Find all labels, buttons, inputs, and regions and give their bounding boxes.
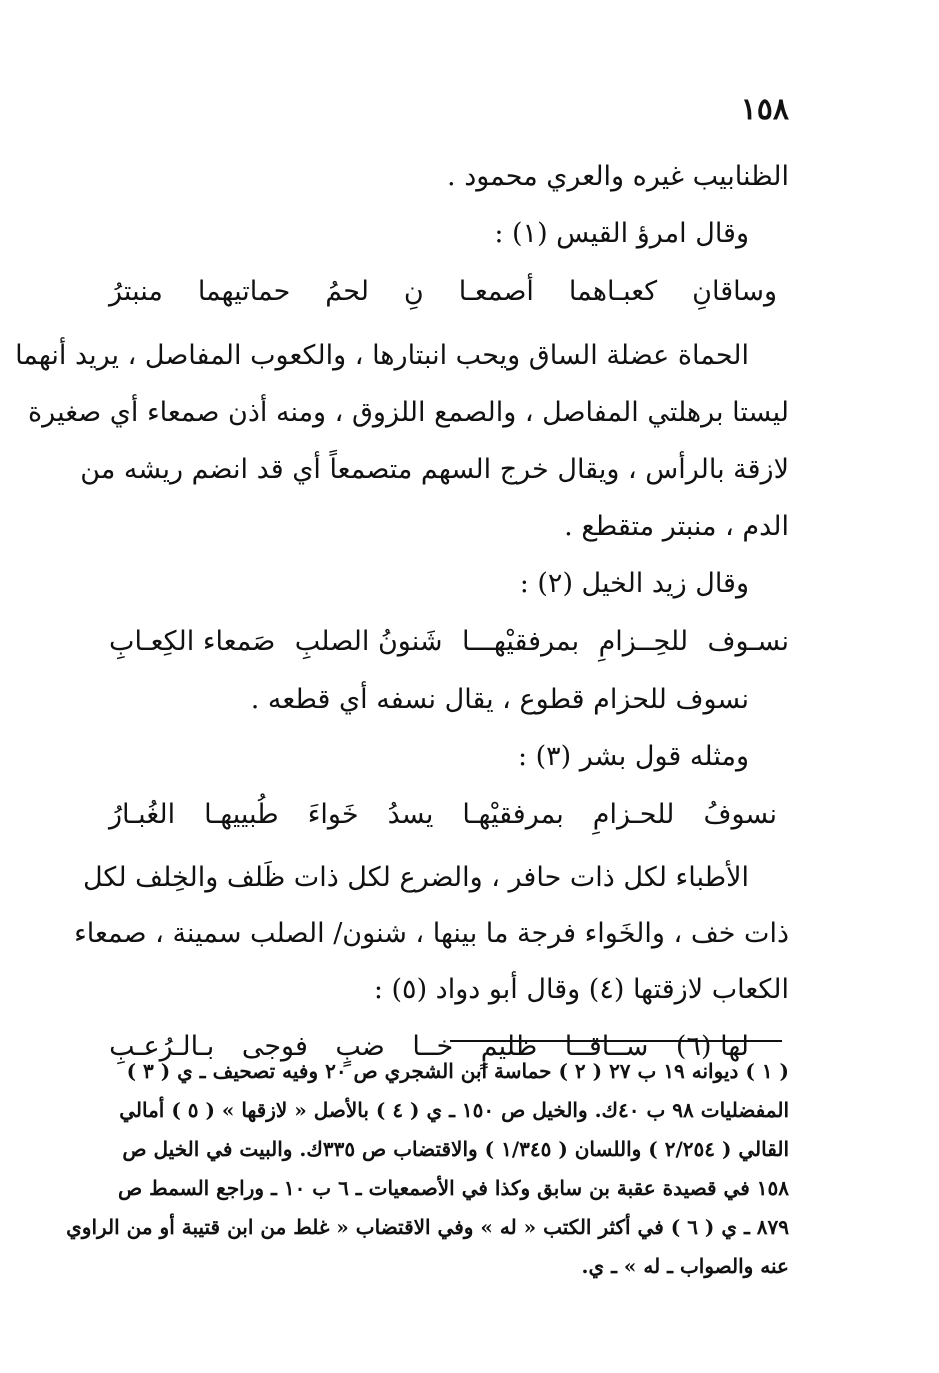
verse-word: لها (٦) [675, 1031, 749, 1062]
text-line: لازقة بالرأس ، ويقال خرج السهم متصمعاً أي قد انضم ريشه من [80, 454, 789, 485]
verse-word: بمرفقيْهـــا [461, 626, 580, 657]
verse-line [109, 263, 789, 321]
verse-word: شَنونُ الصلبِ [294, 626, 443, 657]
text-line: ذات خف ، والخَواء فرجة ما بينها ، شنون/ الصلب سمينة ، صمعاء [74, 918, 789, 949]
verse-word: وساقانِ [692, 276, 777, 307]
footnote-line: المفضليات ٩٨ ب ٤٠ك. والخيل ص ١٥٠ ـ ي ( ٤ ) بالأصل « لازقها » ( ٥ ) أمالي [119, 1098, 789, 1122]
verse-word: ظليمٍ [480, 1031, 538, 1062]
footnote-line: ٨٧٩ ـ ي ( ٦ ) في أكثر الكتب « له » وفي الاقتضاب « غلط من ابن قتيبة أو من الراوي [66, 1215, 789, 1239]
verse-word: كعبـاهما [568, 276, 658, 307]
text-line: الظنابيب غيره والعري محمود . [447, 161, 789, 192]
commentary-paragraph [74, 850, 789, 1018]
verse-word: فوجى [241, 1031, 308, 1062]
verse-word: بـالـرُعـبِ [109, 1031, 215, 1062]
footnote-line: ( ١ ) ديوانه ١٩ ب ٢٧ ( ٢ ) حماسة ابن الشجري ص ٢٠ وفيه تصحيف ـ ي ( ٣ ) [126, 1059, 789, 1083]
verse-word: خَواءَ [307, 799, 359, 830]
verse-word: خــا [412, 1031, 454, 1062]
verse-word: لحمُ [325, 276, 369, 307]
verse-intro: وقال زيد الخيل (٢) : [519, 568, 749, 599]
text-line: الكعاب لازقتها (٤) وقال أبو دواد (٥) : [373, 974, 789, 1005]
page-number: ١٥٨ [740, 92, 789, 127]
text-line: الدم ، منبتر متقطع . [564, 511, 789, 542]
verse-word: بمرفقيْهـا [462, 799, 564, 830]
verse-word: يسدُ [387, 799, 434, 830]
verse-intro: وقال امرؤ القيس (١) : [494, 218, 749, 249]
text-line: الأطباء لكل ذات حافر ، والضرع لكل ذات ظَلف والخِلف لكل [82, 862, 749, 893]
footnote-line: القالي ( ٢/٢٥٤ ) واللسان ( ١/٣٤٥ ) والاقتضاب ص ٣٣٥ك. والبيت في الخيل ص [122, 1137, 789, 1161]
verse-word: ضبٍ [335, 1031, 385, 1062]
text-line: ليستا برهلتي المفاصل ، والصمع اللزوق ، ومنه أذن صمعاء أي صغيرة [28, 397, 789, 428]
verse-word: حماتيهما [197, 276, 291, 307]
footnotes [66, 1052, 789, 1286]
verse-word: أصمعـا [458, 276, 534, 307]
verse-word: للحـزامِ [592, 799, 675, 830]
verse-line [109, 613, 789, 671]
text-line: الحماة عضلة الساق ويحب انبتارها ، والكعوب المفاصل ، يريد أنهما [15, 340, 749, 371]
verse-word: نِ [403, 276, 424, 307]
footnote-line: عنه والصواب ـ له » ـ ي. [581, 1254, 789, 1278]
main-text [15, 148, 789, 1076]
footnote-line: ١٥٨ في قصيدة عقبة بن سابق وكذا في الأصمعيات ـ ٦ ب ١٠ ـ وراجع السمط ص [118, 1176, 789, 1200]
verse-line [109, 786, 789, 844]
verse-word: نسـوف [707, 626, 789, 657]
footnote-divider [450, 1040, 782, 1042]
verse-word: صَمعاء الكِعـابِ [109, 626, 276, 657]
verse-word: الغُبـارُ [109, 799, 176, 830]
text-line: نسوف للحزام قطوع ، يقال نسفه أي قطعه . [250, 684, 749, 715]
verse-word: للحِــزامِ [598, 626, 689, 657]
verse-word: نسوفُ [703, 799, 777, 830]
verse-intro: ومثله قول بشر (٣) : [517, 741, 749, 772]
verse-word: منبترُ [109, 276, 163, 307]
verse-word: طُبييهـا [204, 799, 279, 830]
verse-word: ســاقــا [564, 1031, 649, 1062]
commentary-paragraph [15, 327, 789, 555]
